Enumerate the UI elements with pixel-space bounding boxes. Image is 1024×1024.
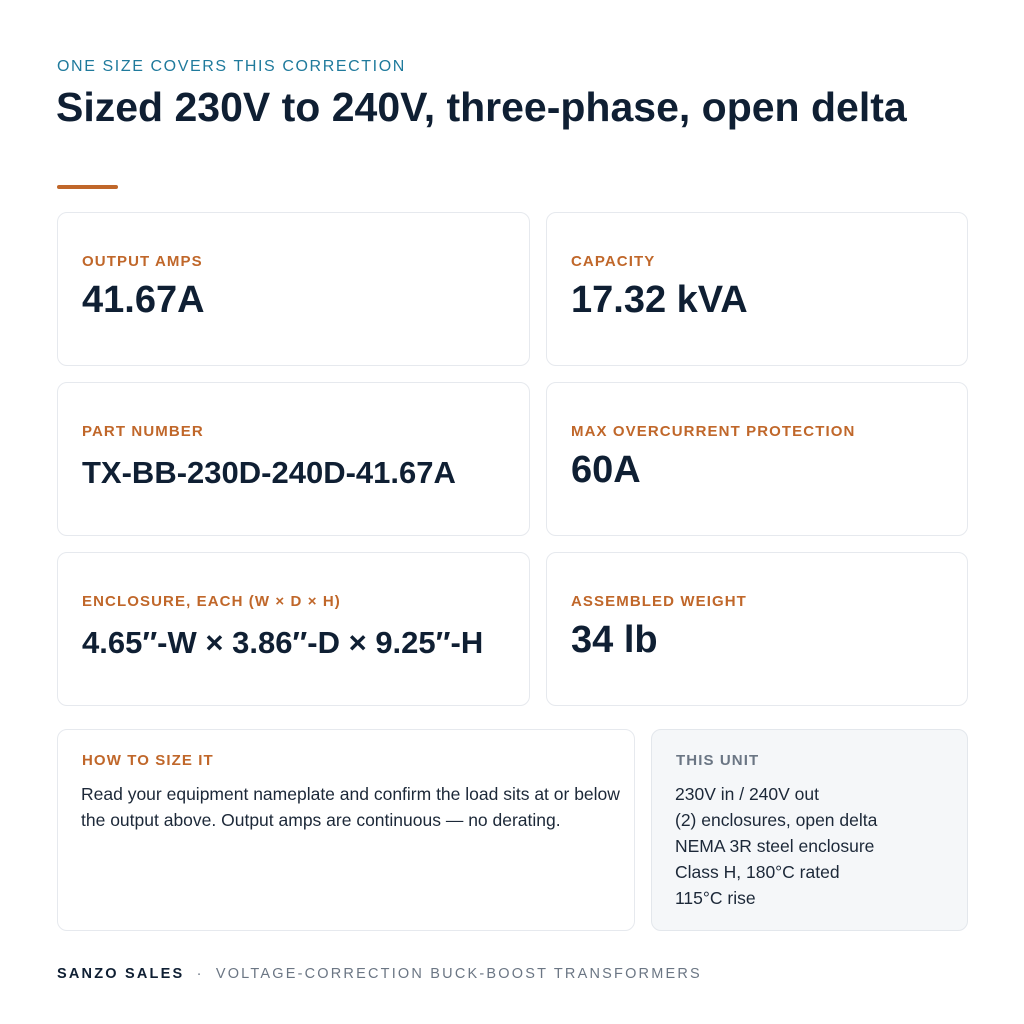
footer-tagline: VOLTAGE-CORRECTION BUCK-BOOST TRANSFORMERS: [215, 966, 702, 982]
spec-label: CAPACITY: [571, 253, 656, 270]
eyebrow: ONE SIZE COVERS THIS CORRECTION: [57, 58, 406, 75]
spec-value: 17.32 kVA: [571, 279, 748, 321]
this-unit-list: [675, 781, 877, 911]
spec-value: 60A: [571, 449, 641, 491]
footer: [57, 966, 702, 982]
list-item: NEMA 3R steel enclosure: [675, 836, 875, 856]
this-unit-panel: [651, 729, 968, 931]
spec-label: MAX OVERCURRENT PROTECTION: [571, 423, 856, 440]
spec-value: TX-BB-230D-240D-41.67A: [82, 455, 456, 490]
list-item: (2) enclosures, open delta: [675, 810, 878, 830]
spec-value: 34 lb: [571, 619, 658, 661]
spec-value: 41.67A: [82, 279, 205, 321]
spec-label: PART NUMBER: [82, 423, 204, 440]
how-to-body: Read your equipment nameplate and confirm the load sits at or below the output above. Output amps are continuous — no derating.: [81, 784, 620, 830]
footer-separator: ·: [196, 966, 204, 982]
spec-card-weight: [546, 552, 968, 706]
spec-card-output-amps: [57, 212, 530, 366]
title-underline: [57, 185, 118, 189]
spec-label: ENCLOSURE, EACH (W × D × H): [82, 593, 341, 610]
list-item: 230V in / 240V out: [675, 784, 819, 804]
spec-card-enclosure: [57, 552, 530, 706]
spec-card-capacity: [546, 212, 968, 366]
spec-label: OUTPUT AMPS: [82, 253, 203, 270]
list-item: 115°C rise: [675, 888, 756, 908]
spec-card-part-number: [57, 382, 530, 536]
list-item: Class H, 180°C rated: [675, 862, 840, 882]
footer-brand: SANZO SALES: [57, 966, 185, 982]
how-to-size-panel: [57, 729, 635, 931]
page-title: Sized 230V to 240V, three-phase, open delta: [56, 84, 907, 130]
how-to-label: HOW TO SIZE IT: [82, 752, 214, 769]
this-unit-label: THIS UNIT: [676, 752, 760, 769]
spec-card-max-overcurrent: [546, 382, 968, 536]
spec-value: 4.65″-W × 3.86″-D × 9.25″-H: [82, 625, 484, 660]
spec-label: ASSEMBLED WEIGHT: [571, 593, 747, 610]
